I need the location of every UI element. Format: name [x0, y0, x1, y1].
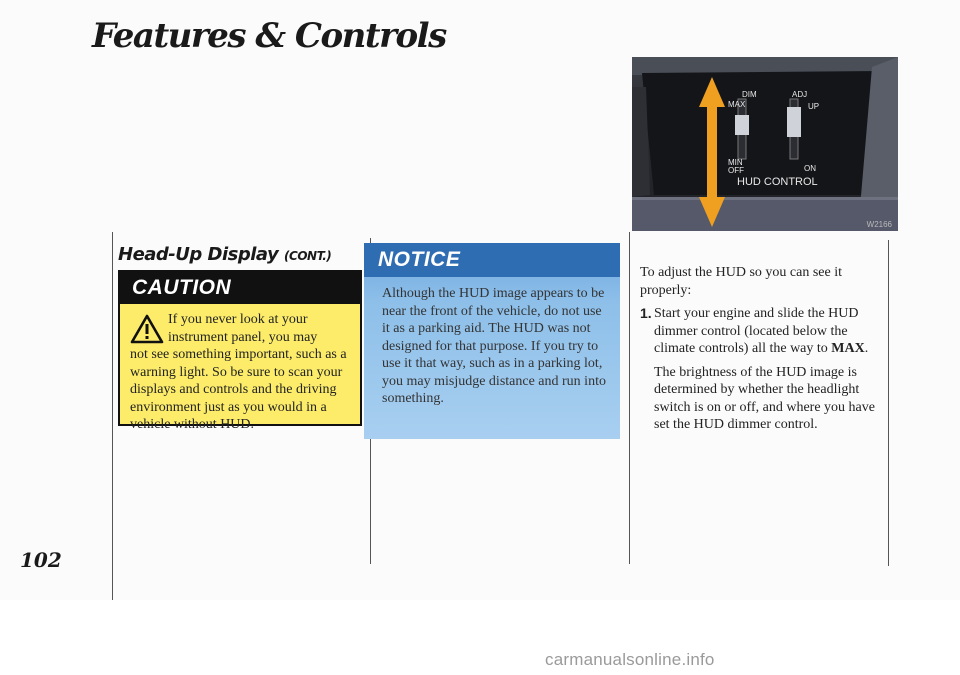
hud-control-photo — [632, 57, 898, 231]
photo-label-dim: DIM — [742, 90, 757, 99]
step-1 — [640, 305, 890, 358]
photo-label-hud-control: HUD CONTROL — [737, 176, 818, 188]
hud-control-illustration — [632, 57, 898, 231]
caution-body — [120, 304, 360, 434]
step-1-followup: The brightness of the HUD image is determined by whether the headlight switch is on or off, and where you have set the HUD dimmer control. — [654, 364, 875, 432]
instructions-intro: To adjust the HUD so you can see it properly: — [640, 265, 842, 298]
step-1-emphasis: MAX — [831, 341, 865, 356]
step-1-text — [654, 305, 890, 358]
instructions — [640, 264, 890, 434]
column-rule-left — [112, 232, 113, 600]
page-number: 102 — [20, 548, 62, 572]
caution-rest: not see something important, such as a warning light. So be sure to scan your displays and controls and the driving environment just as you would in a vehicle without HUD. — [130, 347, 347, 432]
section-heading-text: Head-Up Display — [118, 244, 279, 265]
photo-label-up: UP — [808, 102, 820, 111]
notice-label: NOTICE — [364, 243, 620, 277]
photo-label-off: OFF — [728, 166, 744, 175]
caution-line-1: If you never look at your — [168, 312, 308, 327]
footer-watermark: carmanualsonline.info — [545, 650, 715, 669]
notice-box — [364, 243, 620, 439]
photo-label-min: MIN — [728, 158, 743, 167]
step-1-number: 1. — [640, 305, 652, 321]
section-heading — [118, 244, 331, 265]
warning-triangle-icon — [130, 314, 164, 344]
page-header-title: Features & Controls — [92, 16, 446, 56]
photo-label-on: ON — [804, 164, 816, 173]
photo-label-adj: ADJ — [792, 90, 808, 99]
caution-line-2: instrument panel, you may — [168, 329, 318, 345]
column-rule-right-inner — [629, 232, 630, 564]
step-1-end: . — [864, 341, 869, 356]
caution-label: CAUTION — [120, 272, 360, 304]
section-heading-cont: (CONT.) — [284, 249, 332, 263]
step-1-main: Start your engine and slide the HUD dimmer control (located below the climate controls) all the way to — [654, 306, 859, 356]
photo-code: W2166 — [866, 220, 892, 229]
notice-text: Although the HUD image appears to be near the front of the vehicle, do not use it as a parking aid. The HUD was not designed for that purpose. If you try to use it that way, such as in a parking lot, you may misjudge distance and run into something. — [382, 286, 606, 406]
photo-label-max: MAX — [728, 100, 746, 109]
caution-box — [118, 270, 362, 432]
